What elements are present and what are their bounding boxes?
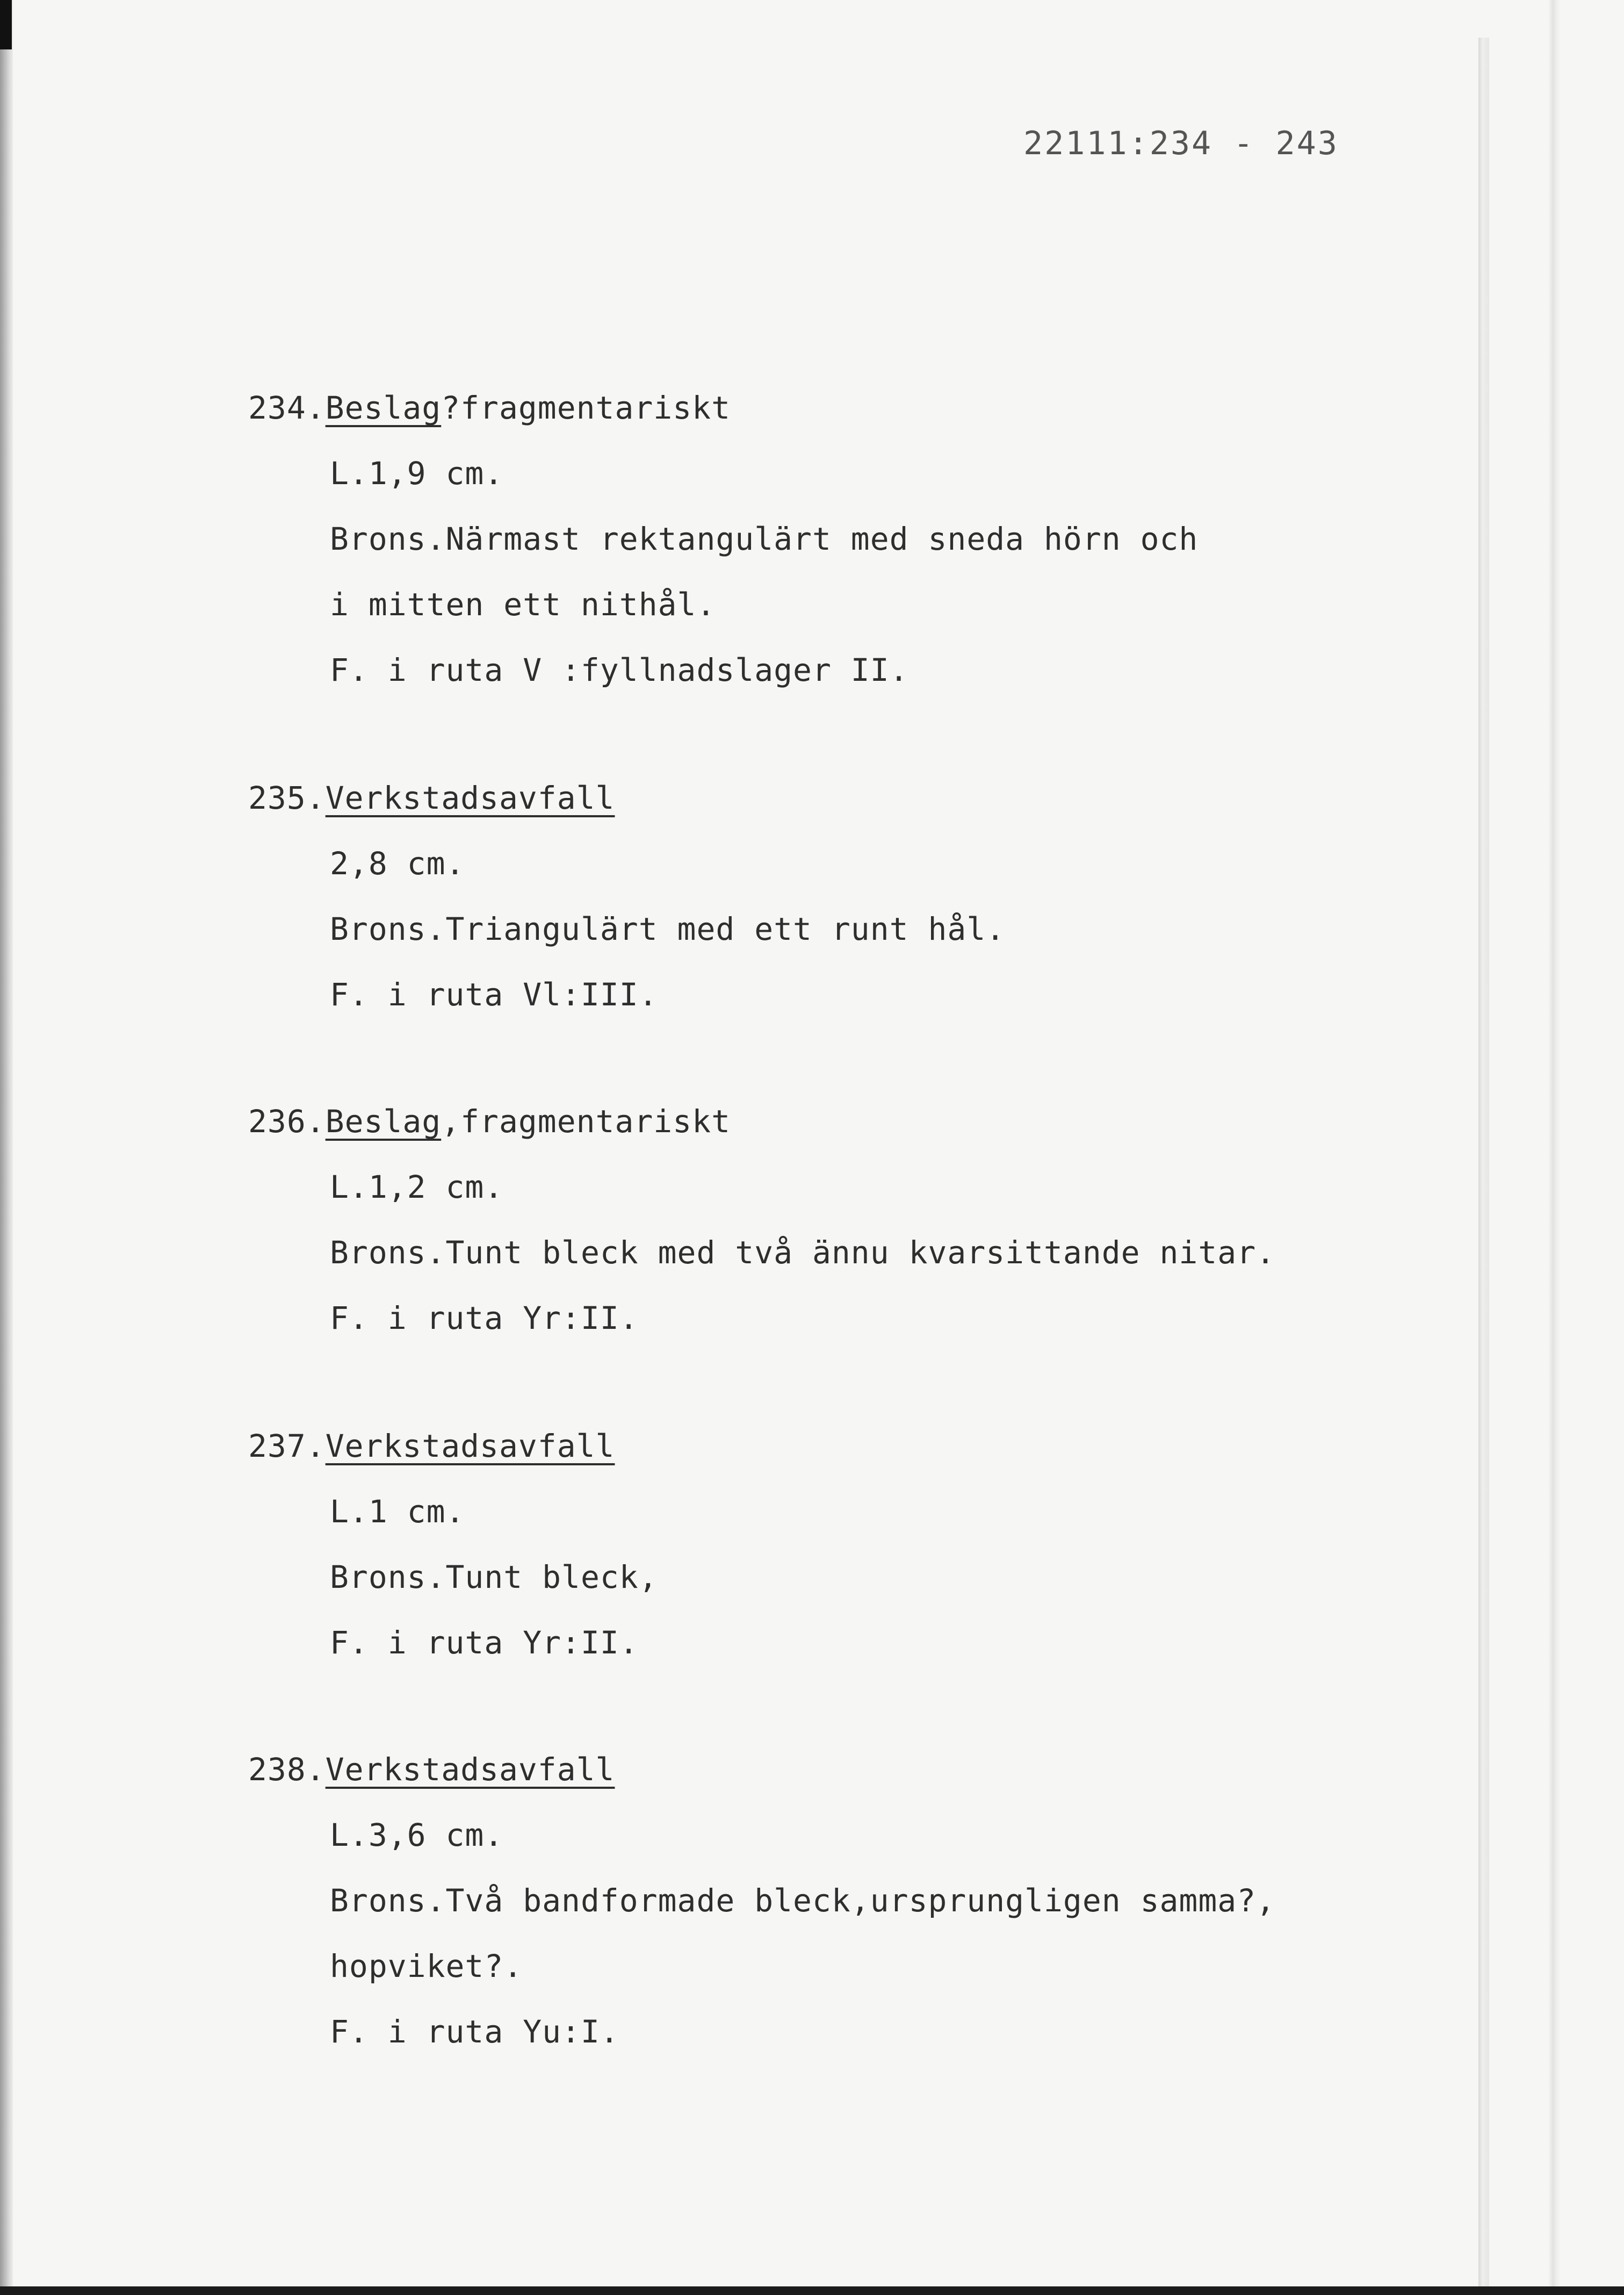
catalog-range-header: 22111:234 - 243 xyxy=(1023,125,1339,162)
entry-measurement: L.3,6 cm. xyxy=(330,1817,504,1853)
entry-description: Brons.Närmast rektangulärt med sneda hörn och xyxy=(330,521,1199,557)
entry-title xyxy=(248,781,1457,815)
entry-findspot: F. i ruta Yu:I. xyxy=(330,2013,619,2050)
entry-title xyxy=(248,1429,1457,1463)
entry-measurement: 2,8 cm. xyxy=(330,845,465,882)
catalog-entry xyxy=(248,781,1457,1011)
entry-name: Verkstadsavfall xyxy=(325,780,615,816)
scan-bottom-edge xyxy=(0,2286,1624,2295)
entry-measurement: L.1,2 cm. xyxy=(330,1169,504,1205)
entry-number: 235. xyxy=(248,780,326,816)
entry-findspot: F. i ruta Yr:II. xyxy=(330,1300,639,1336)
entry-number: 234. xyxy=(248,390,326,426)
entry-findspot: F. i ruta Yr:II. xyxy=(330,1624,639,1661)
entry-name: Beslag xyxy=(325,1103,442,1140)
catalog-entry xyxy=(248,1753,1457,2048)
entry-number: 237. xyxy=(248,1428,326,1464)
entry-title xyxy=(248,391,1457,425)
catalog-entry xyxy=(248,1429,1457,1659)
entry-name-suffix: ,fragmentariskt xyxy=(441,1103,731,1140)
entry-title xyxy=(248,1753,1457,1786)
entry-measurement: L.1 cm. xyxy=(330,1493,465,1530)
entry-findspot: F. i ruta Vl:III. xyxy=(330,976,658,1013)
entry-number: 238. xyxy=(248,1751,326,1788)
entry-name: Beslag xyxy=(325,390,442,426)
entry-description: Brons.Tunt bleck med två ännu kvarsittande nitar. xyxy=(330,1234,1276,1271)
entry-name: Verkstadsavfall xyxy=(325,1751,615,1788)
entry-findspot: F. i ruta V :fyllnadslager II. xyxy=(330,652,909,688)
scan-right-margin xyxy=(1549,0,1624,2295)
entry-description: Brons.Tunt bleck, xyxy=(330,1559,658,1595)
entry-description: Brons.Triangulärt med ett runt hål. xyxy=(330,911,1006,947)
entry-description-cont: i mitten ett nithål. xyxy=(330,586,716,623)
entry-name: Verkstadsavfall xyxy=(325,1428,615,1464)
entry-measurement: L.1,9 cm. xyxy=(330,455,504,492)
scan-corner-mark xyxy=(0,0,12,49)
catalog-entry xyxy=(248,391,1457,687)
entry-description: Brons.Två bandformade bleck,ursprungligen samma?, xyxy=(330,1882,1276,1919)
entry-description-cont: hopviket?. xyxy=(330,1948,523,1984)
entry-title xyxy=(248,1105,1457,1138)
entry-number: 236. xyxy=(248,1103,326,1140)
catalog-entry xyxy=(248,1105,1457,1335)
entry-name-suffix: ?fragmentariskt xyxy=(441,390,731,426)
scan-left-edge xyxy=(0,0,13,2295)
scan-page-edge xyxy=(1478,38,1489,2289)
